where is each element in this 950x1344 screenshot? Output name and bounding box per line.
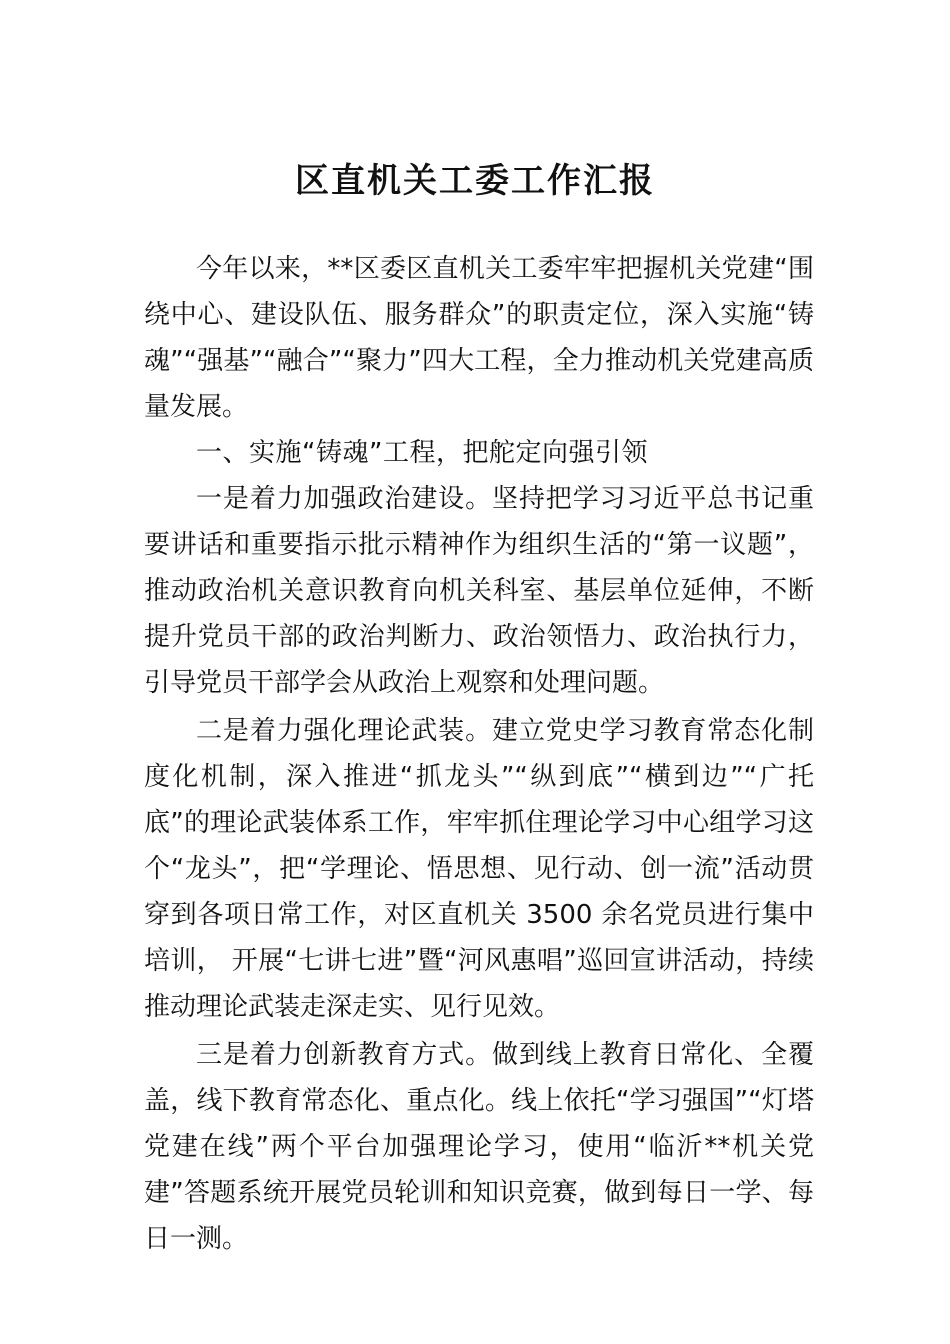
section-heading: 一、实施“铸魂”工程，把舵定向强引领 (196, 438, 648, 468)
paragraph-theory-armament: 二是着力强化理论武装。建立党史学习教育常态化制度化机制，深入推进“抓龙头”“纵到底”“横到边”“广托底”的理论武装体系工作，牢牢抓住理论学习中心组学习这个“龙头”，把“学理论、悟思想、见行动、创一流”活动贯穿到各项日常工作，对区直机关 3500 余名党员进行集中培训， 开展“七讲七进”暨“河风惠唱”巡回宣讲活动，持续推动理论武装走深走实、见行见效。 (144, 716, 814, 1022)
paragraph-education-methods: 三是着力创新教育方式。做到线上教育日常化、全覆盖，线下教育常态化、重点化。线上依托“学习强国”“灯塔党建在线”两个平台加强理论学习，使用“临沂**机关党建”答题系统开展党员轮训和知识竞赛，做到每日一学、每日一测。 (144, 1040, 814, 1254)
intro-paragraph: 今年以来，**区委区直机关工委牢牢把握机关党建“围绕中心、建设队伍、服务群众”的职责定位，深入实施“铸魂”“强基”“融合”“聚力”四大工程，全力推动机关党建高质量发展。 (144, 254, 814, 422)
document-title: 区直机关工委工作汇报 (295, 161, 655, 201)
paragraph-political-building: 一是着力加强政治建设。坚持把学习习近平总书记重要讲话和重要指示批示精神作为组织生活的“第一议题”，推动政治机关意识教育向机关科室、基层单位延伸，不断提升党员干部的政治判断力、政治领悟力、政治执行力，引导党员干部学会从政治上观察和处理问题。 (144, 484, 814, 698)
document-body (144, 246, 814, 1262)
